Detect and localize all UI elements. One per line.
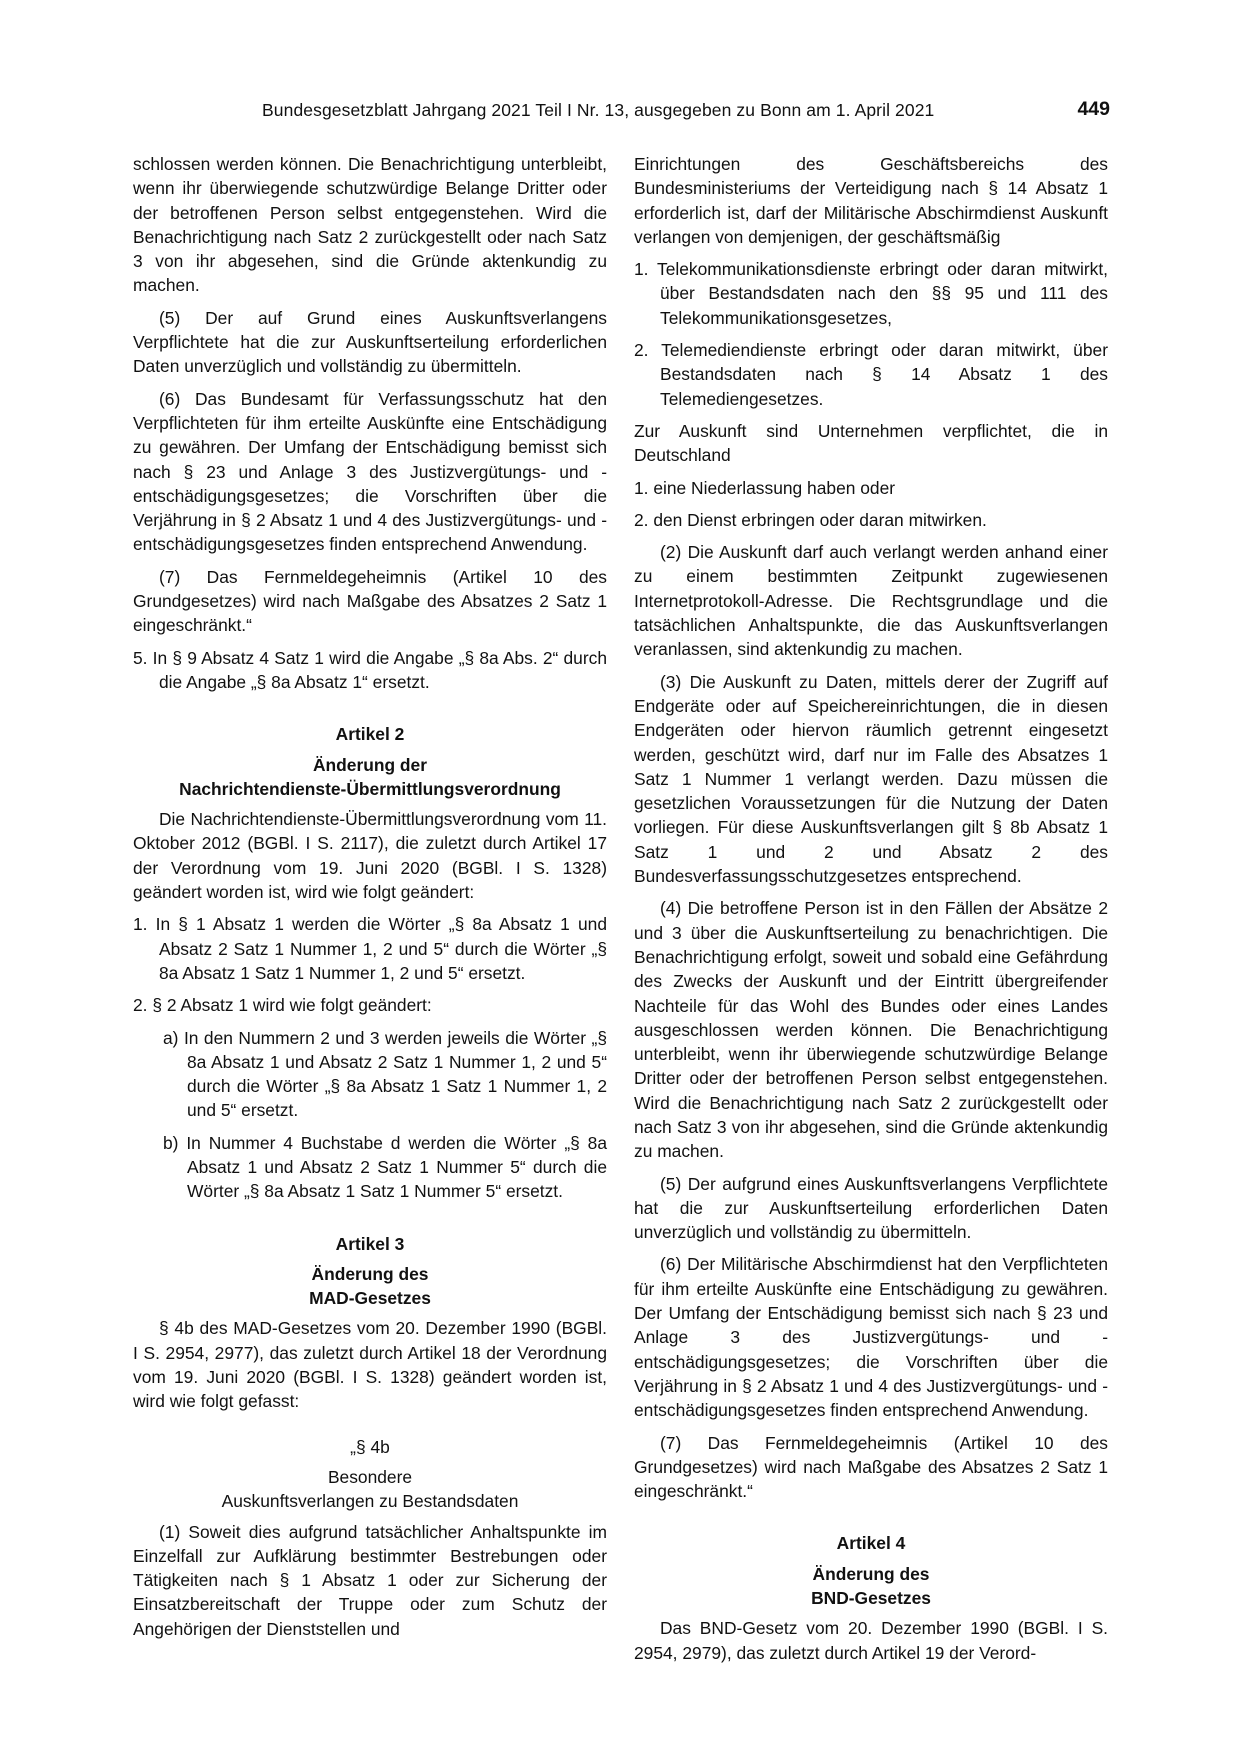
list-subitem: a) In den Nummern 2 und 3 werden jeweils die Wörter „§ 8a Absatz 1 und Absatz 2 Satz 1 Nummer 1, 2 und 5“ durch die Wörter „§ 8a Absatz 1 Satz 1 Nummer 1, 2 und 5“ ersetzt. [163,1027,607,1121]
paragraph: (5) Der auf Grund eines Auskunftsverlangens Verpflichtete hat die zur Auskunftserteilung erforderlichen Daten unverzüglich und vollständig zu übermitteln. [133,307,607,377]
paragraph: Das BND-Gesetz vom 20. Dezember 1990 (BGBl. I S. 2954, 2979), das zuletzt durch Artikel 19 der Verord- [634,1618,1108,1663]
paragraph: (7) Das Fernmeldegeheimnis (Artikel 10 des Grundgesetzes) wird nach Maßgabe des Absatzes 2 Satz 1 eingeschränkt.“ [133,566,607,636]
paragraph-sign: „§ 4b [350,1436,390,1457]
article-title: BND-Gesetzes [811,1588,931,1609]
article-heading: Artikel 3 [335,1233,405,1254]
article-title: Nachrichtendienste-Übermittlungsverordnung [179,778,561,799]
paragraph: (7) Das Fernmeldegeheimnis (Artikel 10 des Grundgesetzes) wird nach Maßgabe des Absatzes 2 Satz 1 eingeschränkt.“ [634,1432,1108,1502]
list-item: 1. eine Niederlassung haben oder [634,477,896,498]
paragraph: § 4b des MAD-Gesetzes vom 20. Dezember 1990 (BGBl. I S. 2954, 2977), das zuletzt durch Artikel 18 der Verordnung vom 19. Juni 2020 (BGBl. I S. 1328) geändert worden ist, wird wie folgt gefasst: [133,1318,607,1412]
article-title: Änderung der [312,754,427,775]
right-column [634,152,1108,1673]
list-item: 2. den Dienst erbringen oder daran mitwirken. [634,509,987,530]
list-item: 2. Telemediendienste erbringt oder daran mitwirkt, über Bestandsdaten nach § 14 Absatz 1 des Telemediengesetzes. [634,340,1108,409]
paragraph: (6) Das Bundesamt für Verfassungsschutz hat den Verpflichteten für ihm erteilte Auskünfte eine Entschädigung zu gewähren. Der Umfang der Entschädigung bemisst sich nach § 23 und Anlage 3 des Justizvergütungs- und -entschädigungsgesetzes; die Vorschriften über die Verjährung in § 2 Absatz 1 und 4 des Justizvergütungs- und -entschädigungsgesetzes finden entsprechend Anwendung. [133,388,607,555]
paragraph: (6) Der Militärische Abschirmdienst hat den Verpflichteten für ihm erteilte Auskünfte eine Entschädigung zu gewähren. Der Umfang der Entschädigung bemisst sich nach § 23 und Anlage 3 des Justizvergütungs- und -entschädigungsgesetzes; die Vorschriften über die Verjährung in § 2 Absatz 1 und 4 des Justizvergütungs- und -entschädigungsgesetzes finden entsprechend Anwendung. [634,1254,1108,1421]
paragraph: (2) Die Auskunft darf auch verlangt werden anhand einer zu einem bestimmten Zeitpunkt zugewiesenen Internetprotokoll-Adresse. Die Rechtsgrundlage und die tatsächlichen Anhaltspunkte, die das Auskunftsverlangen veranlassen, sind aktenkundig zu machen. [634,542,1108,660]
list-item: 5. In § 9 Absatz 4 Satz 1 wird die Angabe „§ 8a Abs. 2“ durch die Angabe „§ 8a Absatz 1“ ersetzt. [133,647,607,692]
article-heading: Artikel 2 [335,724,405,745]
article-title: MAD-Gesetzes [309,1288,431,1309]
article-title: Änderung des [812,1563,930,1584]
paragraph: Zur Auskunft sind Unternehmen verpflichtet, die in Deutschland [634,420,1108,466]
list-item: 1. In § 1 Absatz 1 werden die Wörter „§ 8a Absatz 1 und Absatz 2 Satz 1 Nummer 1, 2 und 5“ durch die Wörter „§ 8a Absatz 1 Satz 1 Nummer 1, 2 und 5“ ersetzt. [133,914,607,983]
paragraph: (4) Die betroffene Person ist in den Fällen der Absätze 2 und 3 über die Auskunftserteilung zu benachrichtigen. Die Benachrichtigung erfolgt, soweit und sobald eine Gefährdung des Zwecks der Auskunft und der Eintritt übergreifender Nachteile für das Wohl des Bundes oder eines Landes ausgeschlossen werden können. Die Benachrichtigung unterbleibt, wenn ihr überwiegende schutzwürdige Belange Dritter oder der betroffenen Person selbst entgegenstehen. Wird die Benachrichtigung nach Satz 2 zurückgestellt oder nach Satz 3 von ihr abgesehen, sind die Gründe aktenkundig zu machen. [634,898,1108,1162]
paragraph: (3) Die Auskunft zu Daten, mittels derer der Zugriff auf Endgeräte oder auf Speichereinrichtungen, die in diesen Endgeräten oder hiervon räumlich getrennt eingesetzt werden, geschützt wird, darf nur im Falle des Absatzes 1 Satz 1 Nummer 1 verlangt werden. Dazu müssen die gesetzlichen Voraussetzungen für die Nutzung der Daten vorliegen. Für diese Auskunftsverlangen gilt § 8b Absatz 1 Satz 1 und 2 und Absatz 2 des Bundesverfassungsschutzgesetzes entsprechend. [634,671,1108,887]
running-title: Bundesgesetzblatt Jahrgang 2021 Teil I Nr. 13, ausgegeben zu Bonn am 1. April 2021 [262,100,935,120]
paragraph: schlossen werden können. Die Benachrichtigung unterbleibt, wenn ihr überwiegende schutzwürdige Belange Dritter oder der betroffenen Person selbst entgegenstehen. Wird die Benachrichtigung nach Satz 2 zurückgestellt oder nach Satz 3 von ihr abgesehen, sind die Gründe aktenkundig zu machen. [133,154,607,296]
page-header [262,100,1110,126]
list-subitem: b) In Nummer 4 Buchstabe d werden die Wörter „§ 8a Absatz 1 und Absatz 2 Satz 1 Nummer 5“ durch die Wörter „§ 8a Absatz 1 Satz 1 Nummer 5“ ersetzt. [163,1132,607,1202]
article-heading: Artikel 4 [836,1533,906,1554]
section-title: Besondere [327,1466,413,1487]
list-item: 2. § 2 Absatz 1 wird wie folgt geändert: [133,995,432,1016]
left-column [133,152,607,1649]
paragraph: (5) Der aufgrund eines Auskunftsverlangens Verpflichtete hat die zur Auskunftserteilung erforderlichen Daten unverzüglich und vollständig zu übermitteln. [634,1173,1108,1243]
list-item: 1. Telekommunikationsdienste erbringt oder daran mitwirkt, über Bestandsdaten nach den §§ 95 und 111 des Telekommunikationsgesetzes, [634,259,1108,328]
page-number: 449 [1077,98,1110,120]
paragraph: Einrichtungen des Geschäftsbereichs des Bundesministeriums der Verteidigung nach § 14 Absatz 1 erforderlich ist, darf der Militärische Abschirmdienst Auskunft verlangen von demjenigen, der geschäftsmäßig [634,154,1108,247]
article-title: Änderung des [311,1263,429,1284]
paragraph: (1) Soweit dies aufgrund tatsächlicher Anhaltspunkte im Einzelfall zur Aufklärung bestimmter Bestrebungen oder Tätigkeiten nach § 1 Absatz 1 oder zur Sicherung der Einsatzbereitschaft der Truppe oder zum Schutz der Angehörigen der Dienststellen und [133,1521,607,1639]
section-title: Auskunftsverlangen zu Bestandsdaten [221,1491,519,1512]
paragraph: Die Nachrichtendienste-Übermittlungsverordnung vom 11. Oktober 2012 (BGBl. I S. 2117), die zuletzt durch Artikel 17 der Verordnung vom 19. Juni 2020 (BGBl. I S. 1328) geändert worden ist, wird wie folgt geändert: [133,809,607,903]
